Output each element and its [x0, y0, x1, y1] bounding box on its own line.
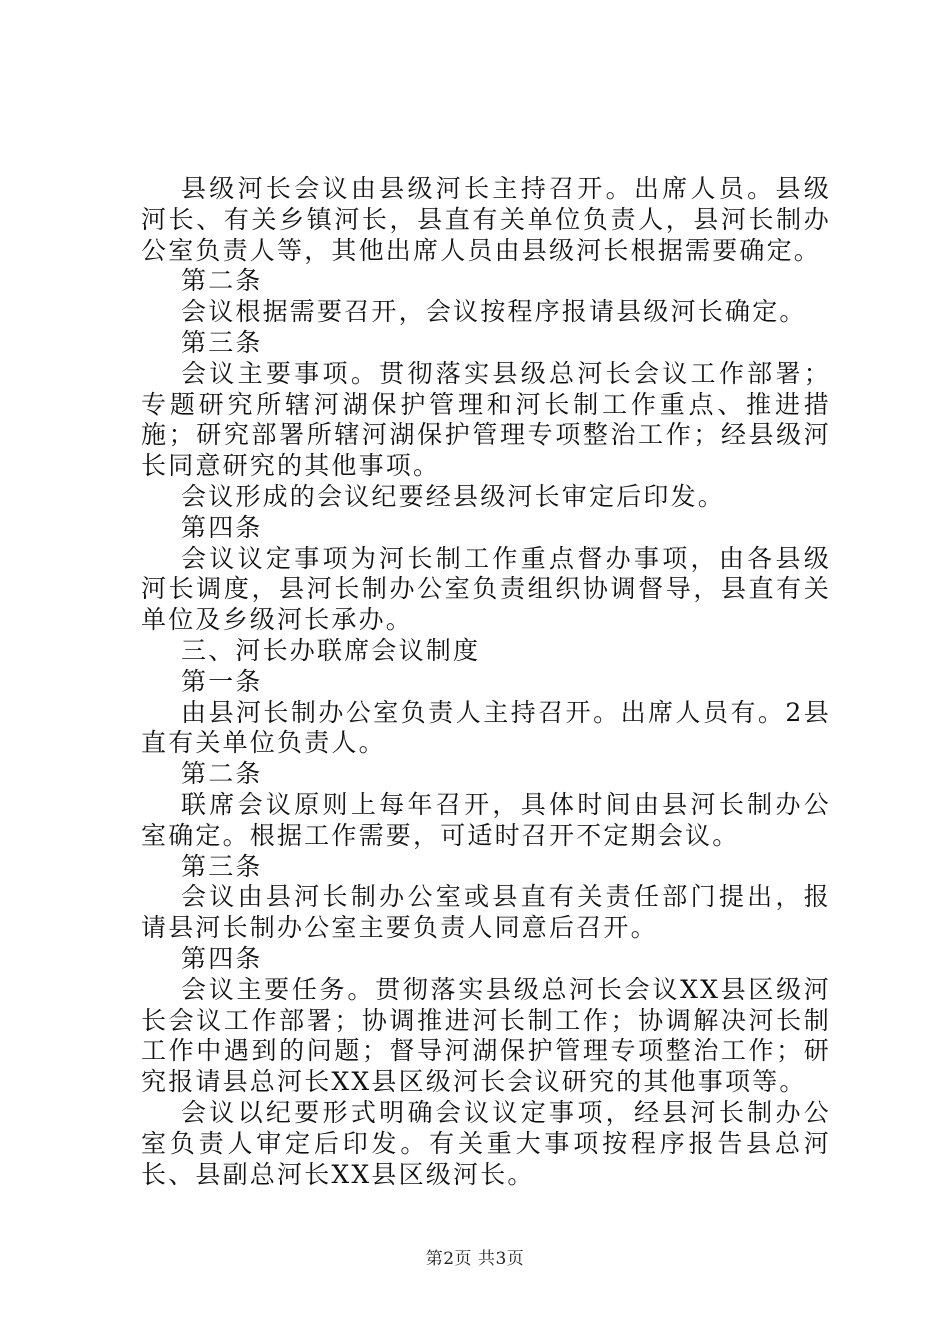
paragraph: 会议主要事项。贯彻落实县级总河长会议工作部署；专题研究所辖河湖保护管理和河长制工作重点、推进措施；研究部署所辖河湖保护管理专项整治工作；经县级河长同意研究的其他事项。: [141, 358, 831, 481]
article-heading: 第三条: [181, 327, 263, 357]
article-heading: 第一条: [181, 666, 263, 696]
article-heading: 第二条: [181, 759, 263, 789]
paragraph: 会议由县河长制办公室或县直有关责任部门提出，报请县河长制办公室主要负责人同意后召开。: [141, 882, 831, 943]
paragraph: 会议以纪要形式明确会议议定事项，经县河长制办公室负责人审定后印发。有关重大事项按程序报告县总河长、县副总河长XX县区级河长。: [141, 1097, 831, 1189]
article-heading: 第四条: [181, 943, 263, 973]
paragraph: 会议议定事项为河长制工作重点督办事项，由各县级河长调度，县河长制办公室负责组织协调督导，县直有关单位及乡级河长承办。: [141, 543, 831, 635]
article-heading: 第二条: [181, 266, 263, 296]
article-heading: 第三条: [181, 851, 263, 881]
article-heading: 第四条: [181, 512, 263, 542]
paragraph: 会议根据需要召开，会议按程序报请县级河长确定。: [181, 297, 807, 327]
document-body: [141, 174, 831, 1190]
section-heading: 三、河长办联席会议制度: [181, 635, 481, 665]
paragraph: 会议形成的会议纪要经县级河长审定后印发。: [181, 481, 726, 511]
paragraph: 由县河长制办公室负责人主持召开。出席人员有。2县直有关单位负责人。: [141, 697, 831, 758]
paragraph: 联席会议原则上每年召开，具体时间由县河长制办公室确定。根据工作需要，可适时召开不定期会议。: [141, 789, 831, 850]
page-number-footer: 第2页 共3页: [425, 1249, 525, 1269]
paragraph: 会议主要任务。贯彻落实县级总河长会议XX县区级河长会议工作部署；协调推进河长制工作；协调解决河长制工作中遇到的问题；督导河湖保护管理专项整治工作；研究报请县总河长XX县区级河长会议研究的其他事项等。: [141, 974, 831, 1097]
paragraph-county-meeting-attendees: 县级河长会议由县级河长主持召开。出席人员。县级河长、有关乡镇河长，县直有关单位负责人，县河长制办公室负责人等，其他出席人员由县级河长根据需要确定。: [141, 174, 831, 265]
